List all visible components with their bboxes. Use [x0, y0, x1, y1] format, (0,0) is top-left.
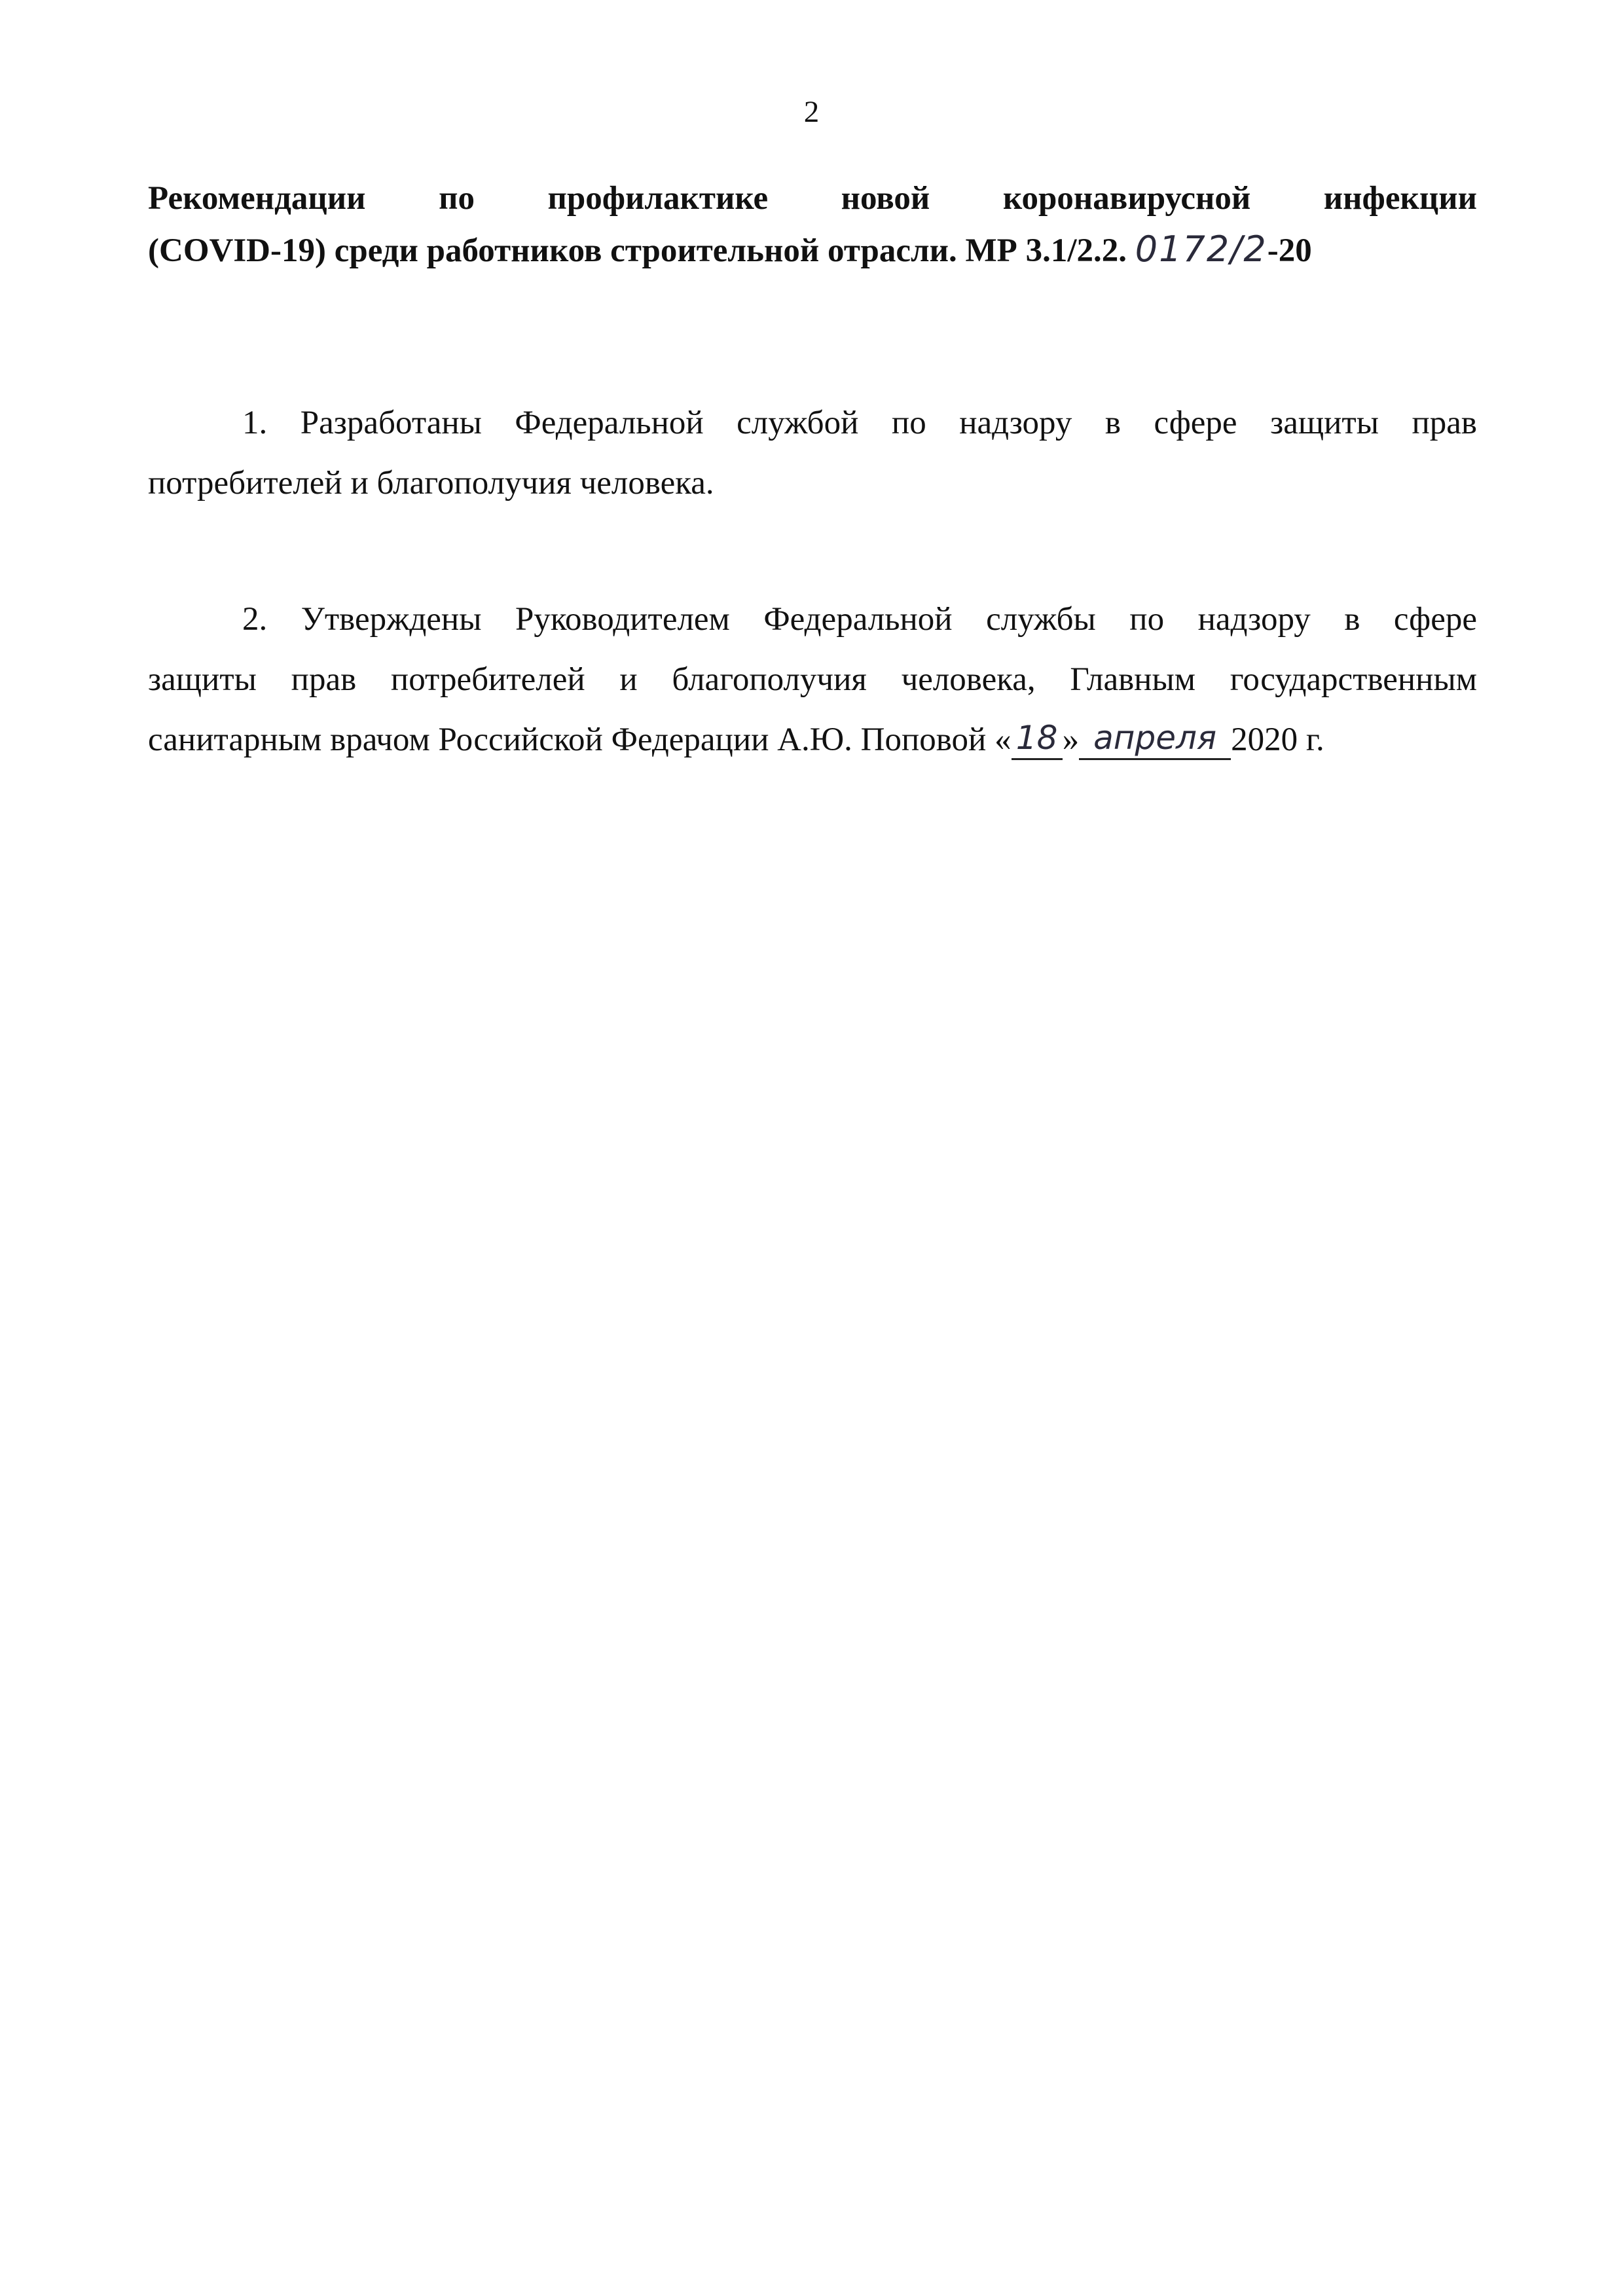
item-2-line-3: [148, 710, 1477, 770]
handwritten-document-number: 0172/2: [1135, 228, 1267, 270]
handwritten-day: 18: [1015, 719, 1058, 757]
quote-open: «: [994, 721, 1012, 758]
item-2-line-2: защиты прав потребителей и благополучия человека, Главным государственным: [148, 661, 1477, 698]
document-title: [148, 173, 1477, 276]
title-line-2: [148, 224, 1477, 276]
handwritten-month: апреля: [1093, 719, 1217, 757]
date-year: 2020 г.: [1231, 721, 1324, 758]
title-line-2-suffix: -20: [1267, 232, 1312, 269]
item-2-paragraph: [148, 589, 1477, 770]
item-1-line-2: потребителей и благополучия человека.: [148, 465, 714, 501]
item-1-paragraph: [148, 393, 1477, 513]
title-line-1: Рекомендации по профилактике новой коронавирусной инфекции: [148, 180, 1477, 217]
date-month-field: [1079, 718, 1231, 760]
page-number: 2: [803, 95, 820, 129]
date-day-field: [1012, 718, 1063, 760]
title-line-2-prefix: (COVID-19) среди работников строительной отрасли. МР 3.1/2.2.: [148, 232, 1127, 269]
item-2-line-3-prefix: санитарным врачом Российской Федерации А.Ю. Поповой: [148, 721, 987, 758]
quote-close: »: [1062, 721, 1080, 758]
item-2-line-1: 2. Утверждены Руководителем Федеральной службы по надзору в сфере: [242, 601, 1477, 638]
item-1-line-1: 1. Разработаны Федеральной службой по надзору в сфере защиты прав: [242, 405, 1477, 441]
